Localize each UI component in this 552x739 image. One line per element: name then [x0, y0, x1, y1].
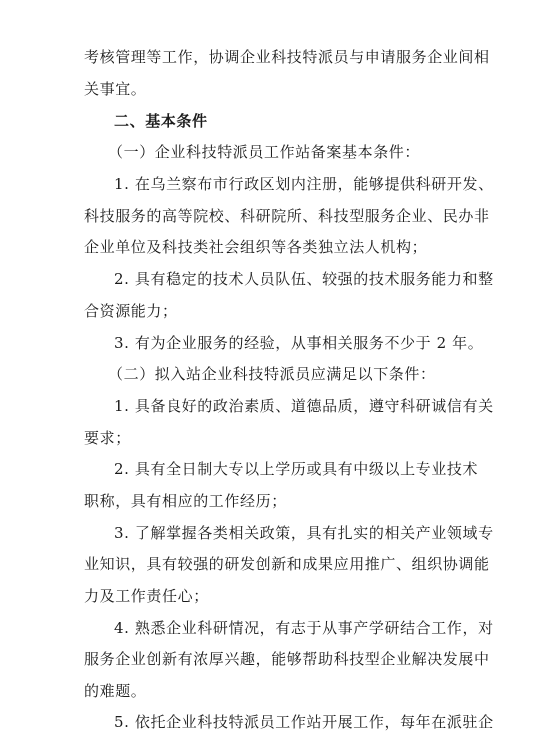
- list-item-line: 的难题。: [84, 682, 147, 700]
- list-item-line: 力及工作责任心；: [84, 587, 209, 605]
- list-item-line: 2. 具有稳定的技术人员队伍、较强的技术服务能力和整: [114, 270, 494, 288]
- list-item-line: 5. 依托企业科技特派员工作站开展工作，每年在派驻企: [114, 713, 494, 731]
- list-item-line: 1. 在乌兰察布市行政区划内注册，能够提供科研开发、: [114, 175, 494, 193]
- list-item-line: 4. 熟悉企业科研情况，有志于从事产学研结合工作，对: [114, 619, 494, 637]
- list-item-line: 要求；: [84, 429, 131, 447]
- list-item-line: 服务企业创新有浓厚兴趣，能够帮助科技型企业解决发展中: [84, 650, 490, 668]
- list-item-line: 科技服务的高等院校、科研院所、科技型服务企业、民办非: [84, 207, 490, 225]
- paragraph-line: 关事宜。: [84, 80, 147, 98]
- list-item-line: 业知识，具有较强的研发创新和成果应用推广、组织协调能: [84, 555, 490, 573]
- list-item-line: 职称，具有相应的工作经历；: [84, 492, 287, 510]
- section-heading: 二、基本条件: [114, 112, 208, 130]
- subsection-heading: （一）企业科技特派员工作站备案基本条件：: [108, 143, 421, 161]
- list-item-line: 2. 具有全日制大专以上学历或具有中级以上专业技术: [114, 460, 479, 478]
- list-item-line: 合资源能力；: [84, 302, 178, 320]
- list-item-line: 3. 有为企业服务的经验，从事相关服务不少于 2 年。: [114, 334, 484, 352]
- list-item-line: 1. 具备良好的政治素质、道德品质，遵守科研诚信有关: [114, 397, 494, 415]
- list-item-line: 企业单位及科技类社会组织等各类独立法人机构；: [84, 238, 428, 256]
- list-item-line: 3. 了解掌握各类相关政策，具有扎实的相关产业领域专: [114, 524, 494, 542]
- subsection-heading: （二）拟入站企业科技特派员应满足以下条件：: [108, 365, 436, 383]
- paragraph-line: 考核管理等工作，协调企业科技特派员与申请服务企业间相: [84, 48, 490, 66]
